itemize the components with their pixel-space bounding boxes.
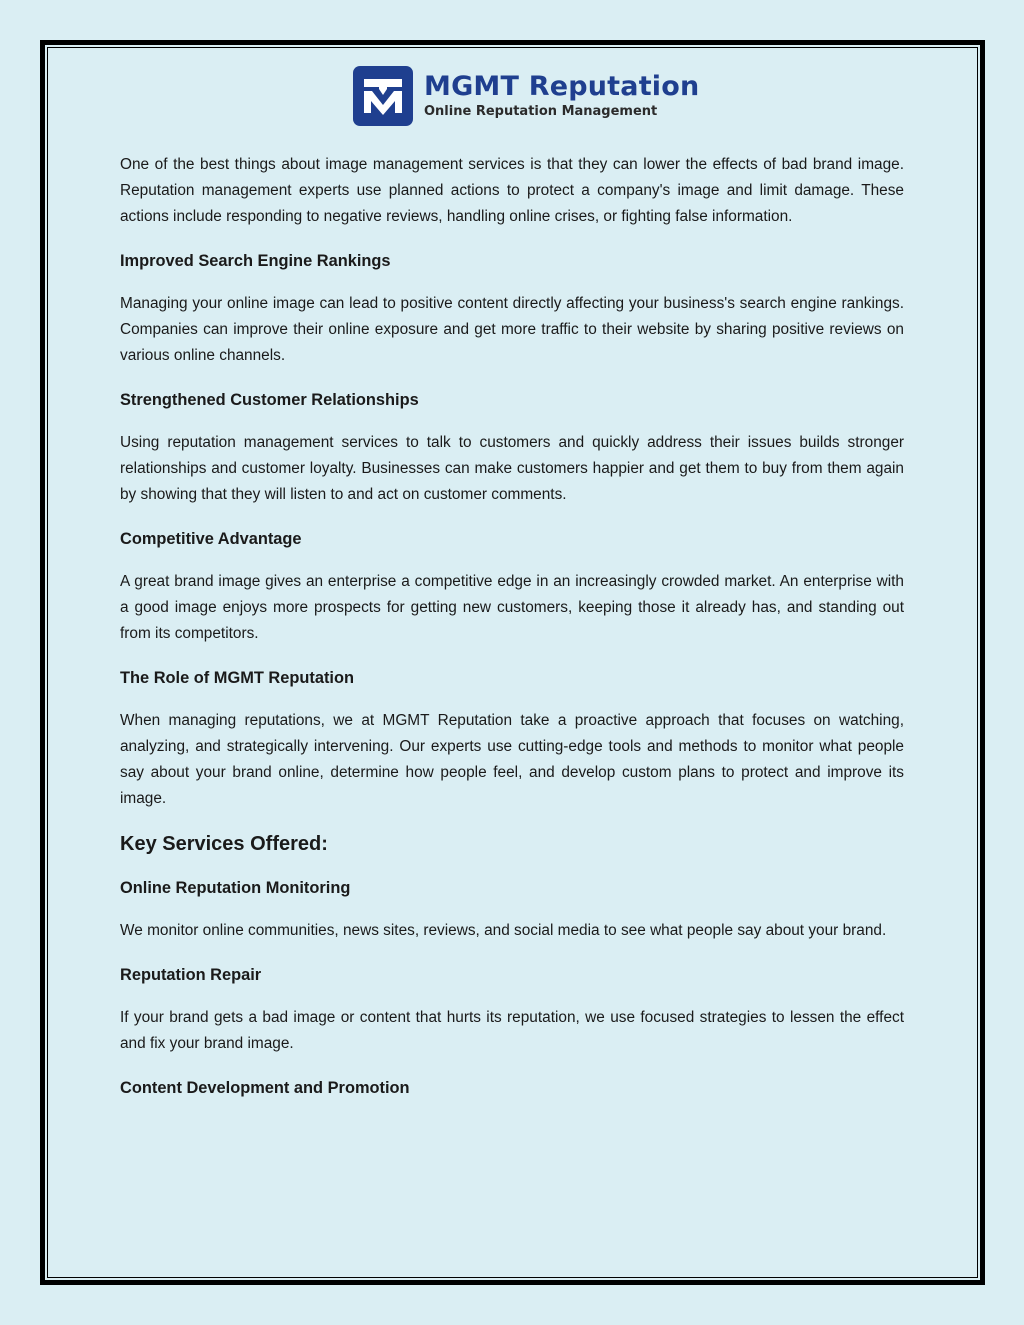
intro-paragraph: One of the best things about image management services is that they can lower the effects of bad brand image. Reputation management experts use planned actions to protect a company's image and limit damage. These actions include responding to negative reviews, handling online crises, or fighting false information. — [120, 156, 904, 225]
section-heading: Competitive Advantage — [120, 530, 302, 548]
service-paragraph: We monitor online communities, news sites, reviews, and social media to see what people say about your brand. — [120, 922, 887, 939]
section-paragraph: Managing your online image can lead to positive content directly affecting your business's search engine rankings. Companies can improve their online exposure and get more traffic to their website by sharing positive reviews on various online channels. — [120, 295, 904, 364]
section-heading: The Role of MGMT Reputation — [120, 669, 354, 687]
service-paragraph: If your brand gets a bad image or content that hurts its reputation, we use focused strategies to lessen the effect and fix your brand image. — [120, 1009, 904, 1052]
section-paragraph: Using reputation management services to talk to customers and quickly address their issues builds stronger relationships and customer loyalty. Businesses can make customers happier and get them to buy from them again by showing that they will listen to and act on customer comments. — [120, 434, 904, 503]
service-heading: Reputation Repair — [120, 966, 262, 984]
service-heading: Content Development and Promotion — [120, 1079, 410, 1097]
document-body — [120, 152, 904, 1118]
section-paragraph: When managing reputations, we at MGMT Reputation take a proactive approach that focuses on watching, analyzing, and strategically intervening. Our experts use cutting-edge tools and methods to monitor what people say about your brand online, determine how people feel, and develop custom plans to protect and improve its image. — [120, 712, 904, 807]
service-heading: Online Reputation Monitoring — [120, 879, 351, 897]
logo-title: MGMT Reputation — [424, 71, 700, 102]
section-paragraph: A great brand image gives an enterprise a competitive edge in an increasingly crowded market. An enterprise with a good image enjoys more prospects for getting new customers, keeping those it already has, and standing out from its competitors. — [120, 573, 904, 642]
section-heading: Strengthened Customer Relationships — [120, 391, 419, 409]
brand-logo — [352, 64, 699, 128]
mgmt-logo-icon — [352, 65, 414, 127]
logo-subtitle: Online Reputation Management — [424, 104, 658, 119]
key-services-heading: Key Services Offered: — [120, 833, 328, 855]
section-heading: Improved Search Engine Rankings — [120, 252, 391, 270]
